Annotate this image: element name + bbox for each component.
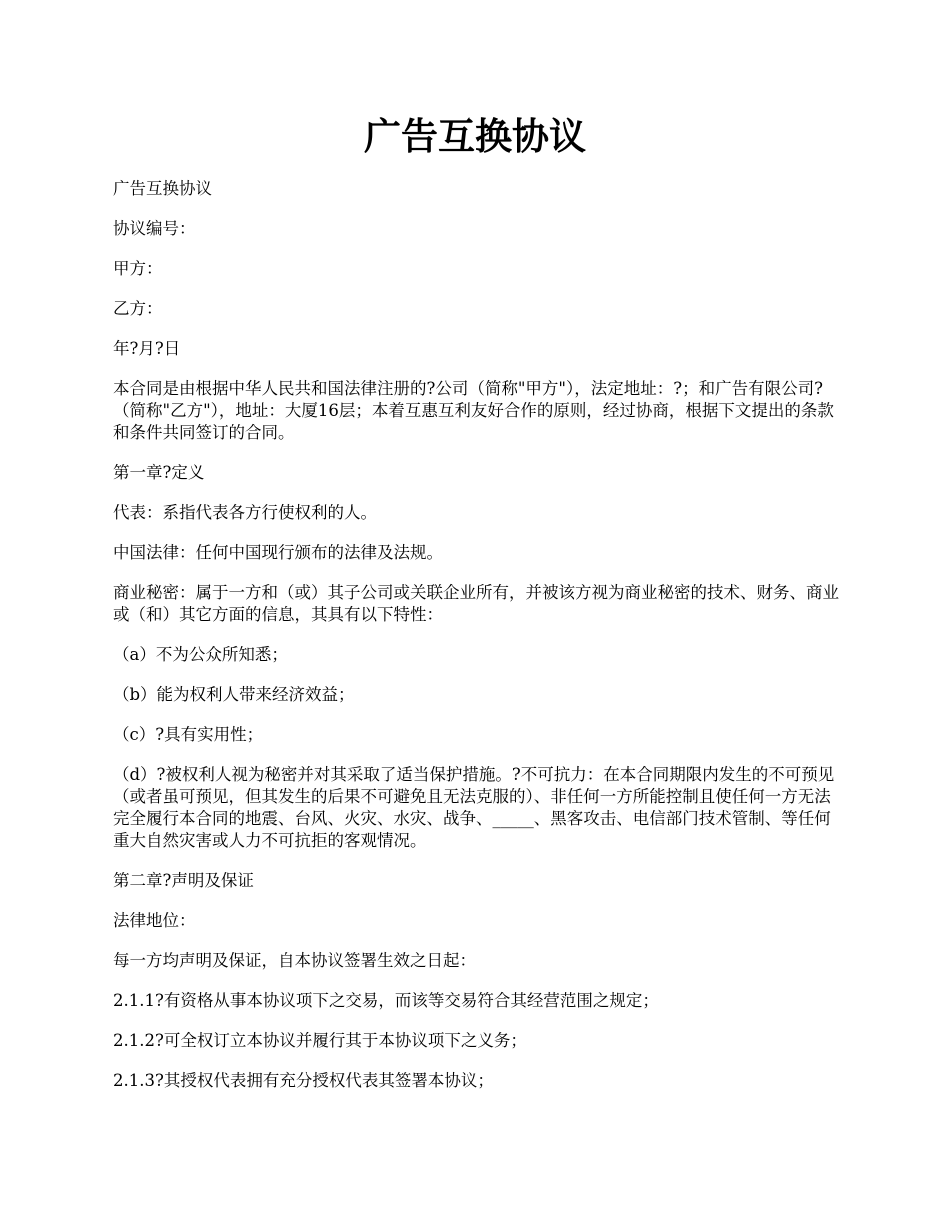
paragraph: 中国法律：任何中国现行颁布的法律及法规。 bbox=[113, 543, 443, 562]
clause-item: 2.1.2?可全权订立本协议并履行其于本协议项下之义务； bbox=[113, 1031, 527, 1050]
paragraph: 广告互换协议 bbox=[113, 179, 212, 198]
document-title: 广告互换协议 bbox=[364, 114, 586, 158]
paragraph: 年?月?日 bbox=[113, 339, 181, 358]
paragraph: 本合同是由根据中华人民共和国法律注册的?公司（简称"甲方"），法定地址：?；和广告有限公司?（简称"乙方"），地址：大厦16层；本着互惠互利友好合作的原则，经过协商，根据下文提出的条款和条件共同签订的合同。 bbox=[113, 379, 834, 442]
paragraph: 法律地位： bbox=[113, 911, 196, 930]
paragraph: 乙方： bbox=[113, 299, 163, 318]
list-item: （d）?被权利人视为秘密并对其采取了适当保护措施。?不可抗力：在本合同期限内发生的不可预见（或者虽可预见，但其发生的后果不可避免且无法克服的）、非任何一方所能控制且使任何一方无法完全履行本合同的地震、台风、火灾、水灾、战争、_____、黑客攻击、电信部门技术管制、等任何重大自然灾害或人力不可抗拒的客观情况。 bbox=[113, 765, 835, 850]
clause-item: 2.1.1?有资格从事本协议项下之交易，而该等交易符合其经营范围之规定； bbox=[113, 991, 659, 1010]
paragraph: 每一方均声明及保证，自本协议签署生效之日起： bbox=[113, 951, 476, 970]
document-body bbox=[113, 178, 843, 1110]
chapter-heading: 第一章?定义 bbox=[113, 463, 205, 482]
paragraph: 代表：系指代表各方行使权利的人。 bbox=[113, 503, 377, 522]
list-item: （a）不为公众所知悉； bbox=[113, 645, 288, 664]
list-item: （b）能为权利人带来经济效益； bbox=[113, 685, 355, 704]
paragraph: 甲方： bbox=[113, 259, 163, 278]
chapter-heading: 第二章?声明及保证 bbox=[113, 871, 254, 890]
clause-item: 2.1.3?其授权代表拥有充分授权代表其签署本协议； bbox=[113, 1071, 494, 1090]
paragraph: 协议编号： bbox=[113, 219, 196, 238]
paragraph: 商业秘密：属于一方和（或）其子公司或关联企业所有，并被该方视为商业秘密的技术、财务、商业或（和）其它方面的信息，其具有以下特性： bbox=[113, 583, 839, 624]
list-item: （c）?具有实用性； bbox=[113, 725, 264, 744]
